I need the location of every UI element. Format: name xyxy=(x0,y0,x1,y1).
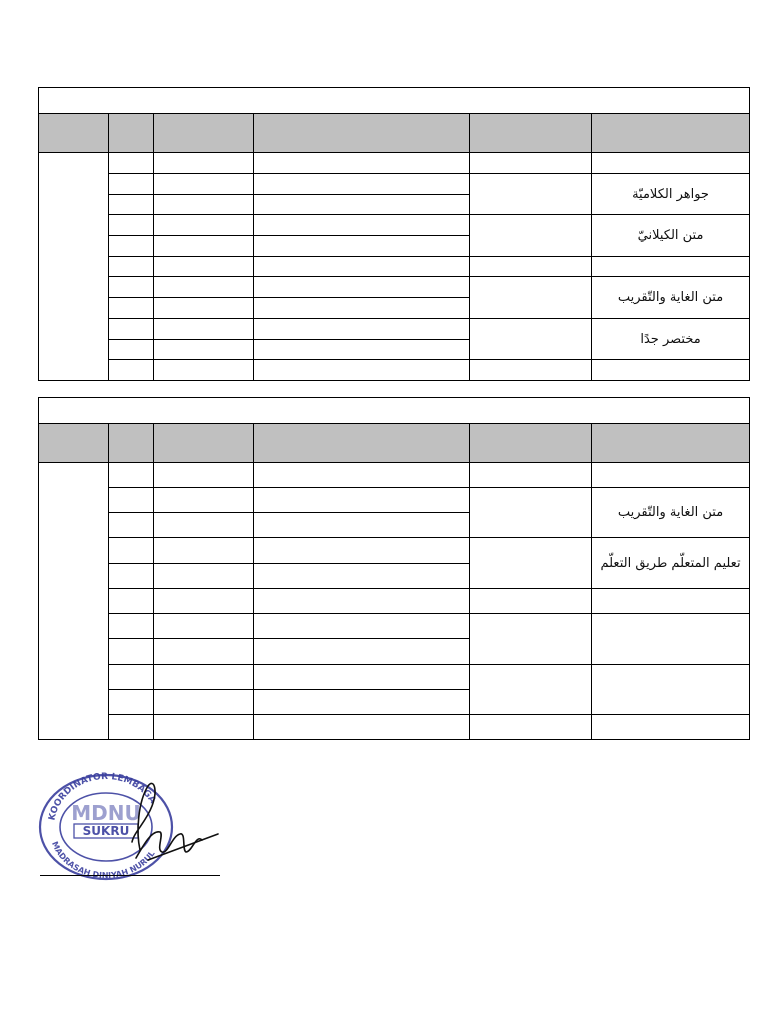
stamp-center-text: MDNU xyxy=(71,801,141,825)
cell xyxy=(254,215,470,236)
cell xyxy=(470,589,592,614)
cell xyxy=(109,277,154,298)
cell xyxy=(254,360,470,381)
cell xyxy=(470,614,592,665)
cell xyxy=(592,715,750,740)
header-cell xyxy=(470,114,592,153)
header-cell xyxy=(39,424,109,463)
header-cell xyxy=(254,424,470,463)
cell xyxy=(109,319,154,340)
cell xyxy=(254,195,470,215)
table-title-cell xyxy=(39,88,750,114)
stamp-signature xyxy=(36,772,226,882)
table-title-row xyxy=(39,398,750,424)
stamp-outer-text: KOORDINATOR LEMBAGA xyxy=(47,772,158,822)
cell xyxy=(154,614,254,639)
cell xyxy=(109,463,154,488)
cell xyxy=(470,277,592,319)
cell xyxy=(254,589,470,614)
table-title-row xyxy=(39,88,750,114)
cell xyxy=(592,153,750,174)
cell xyxy=(592,665,750,715)
table-header-row xyxy=(39,424,750,463)
book-title: متن الغاية والتّقريب xyxy=(592,488,750,538)
cell xyxy=(254,665,470,690)
cell xyxy=(109,195,154,215)
cell xyxy=(254,174,470,195)
cell xyxy=(109,215,154,236)
book-title: مختصر جدًا xyxy=(592,319,750,360)
cell xyxy=(154,538,254,564)
stamp-bottom-text: MADRASAH DINIYAH NURUL xyxy=(50,840,157,881)
cell xyxy=(154,319,254,340)
cell xyxy=(254,319,470,340)
book-title: جواهر الكلاميّة xyxy=(592,174,750,215)
table-row xyxy=(39,614,750,639)
table-row xyxy=(39,215,750,236)
table-row xyxy=(39,277,750,298)
table-row xyxy=(39,538,750,564)
cell xyxy=(109,564,154,589)
group-cell xyxy=(39,463,109,740)
cell xyxy=(254,614,470,639)
cell xyxy=(154,715,254,740)
cell xyxy=(109,639,154,665)
cell xyxy=(109,589,154,614)
cell xyxy=(254,277,470,298)
cell xyxy=(254,538,470,564)
cell xyxy=(154,340,254,360)
header-cell xyxy=(109,114,154,153)
cell xyxy=(470,463,592,488)
cell xyxy=(154,236,254,257)
cell xyxy=(154,589,254,614)
cell xyxy=(254,257,470,277)
cell xyxy=(109,538,154,564)
cell xyxy=(592,614,750,665)
cell xyxy=(470,319,592,360)
table-row xyxy=(39,589,750,614)
header-cell xyxy=(154,114,254,153)
cell xyxy=(470,174,592,215)
cell xyxy=(254,715,470,740)
cell xyxy=(154,215,254,236)
cell xyxy=(109,715,154,740)
cell xyxy=(470,665,592,715)
cell xyxy=(254,513,470,538)
header-cell xyxy=(470,424,592,463)
cell xyxy=(109,153,154,174)
cell xyxy=(154,195,254,215)
table-row xyxy=(39,257,750,277)
cell xyxy=(254,153,470,174)
header-cell xyxy=(109,424,154,463)
cell xyxy=(254,298,470,319)
cell xyxy=(154,488,254,513)
cell xyxy=(154,463,254,488)
cell xyxy=(592,360,750,381)
cell xyxy=(154,690,254,715)
cell xyxy=(592,463,750,488)
table-row xyxy=(39,360,750,381)
stamp-seal-icon xyxy=(36,772,226,882)
stamp-banner-text: SUKRU xyxy=(82,824,130,838)
cell xyxy=(254,488,470,513)
cell xyxy=(254,236,470,257)
book-title: تعليم المتعلّم طريق التعلّم xyxy=(592,538,750,589)
table-row xyxy=(39,463,750,488)
cell xyxy=(154,174,254,195)
header-cell xyxy=(39,114,109,153)
cell xyxy=(592,257,750,277)
cell xyxy=(109,236,154,257)
signature-line xyxy=(40,875,220,876)
group-cell xyxy=(39,153,109,381)
cell xyxy=(254,564,470,589)
cell xyxy=(470,488,592,538)
cell xyxy=(154,639,254,665)
cell xyxy=(154,153,254,174)
cell xyxy=(470,360,592,381)
cell xyxy=(470,538,592,589)
table-row xyxy=(39,715,750,740)
cell xyxy=(109,488,154,513)
schedule-table-1 xyxy=(38,87,750,381)
cell xyxy=(254,463,470,488)
header-cell xyxy=(154,424,254,463)
cell xyxy=(109,690,154,715)
cell xyxy=(109,174,154,195)
cell xyxy=(154,277,254,298)
cell xyxy=(254,690,470,715)
cell xyxy=(470,257,592,277)
cell xyxy=(470,215,592,257)
cell xyxy=(109,360,154,381)
table-row xyxy=(39,153,750,174)
cell xyxy=(470,153,592,174)
schedule-table-2 xyxy=(38,397,750,740)
cell xyxy=(109,257,154,277)
table-title-cell xyxy=(39,398,750,424)
table-row xyxy=(39,488,750,513)
cell xyxy=(154,513,254,538)
cell xyxy=(254,340,470,360)
cell xyxy=(154,257,254,277)
table-row xyxy=(39,174,750,195)
header-cell xyxy=(592,114,750,153)
cell xyxy=(470,715,592,740)
table-row xyxy=(39,319,750,340)
book-title: متن الغاية والتّقريب xyxy=(592,277,750,319)
cell xyxy=(154,665,254,690)
cell xyxy=(592,589,750,614)
cell xyxy=(154,360,254,381)
header-cell xyxy=(592,424,750,463)
cell xyxy=(254,639,470,665)
cell xyxy=(154,298,254,319)
cell xyxy=(109,340,154,360)
cell xyxy=(109,665,154,690)
cell xyxy=(109,614,154,639)
cell xyxy=(109,513,154,538)
cell xyxy=(109,298,154,319)
cell xyxy=(154,564,254,589)
header-cell xyxy=(254,114,470,153)
table-header-row xyxy=(39,114,750,153)
book-title: متن الكيلانيّ xyxy=(592,215,750,257)
table-row xyxy=(39,665,750,690)
